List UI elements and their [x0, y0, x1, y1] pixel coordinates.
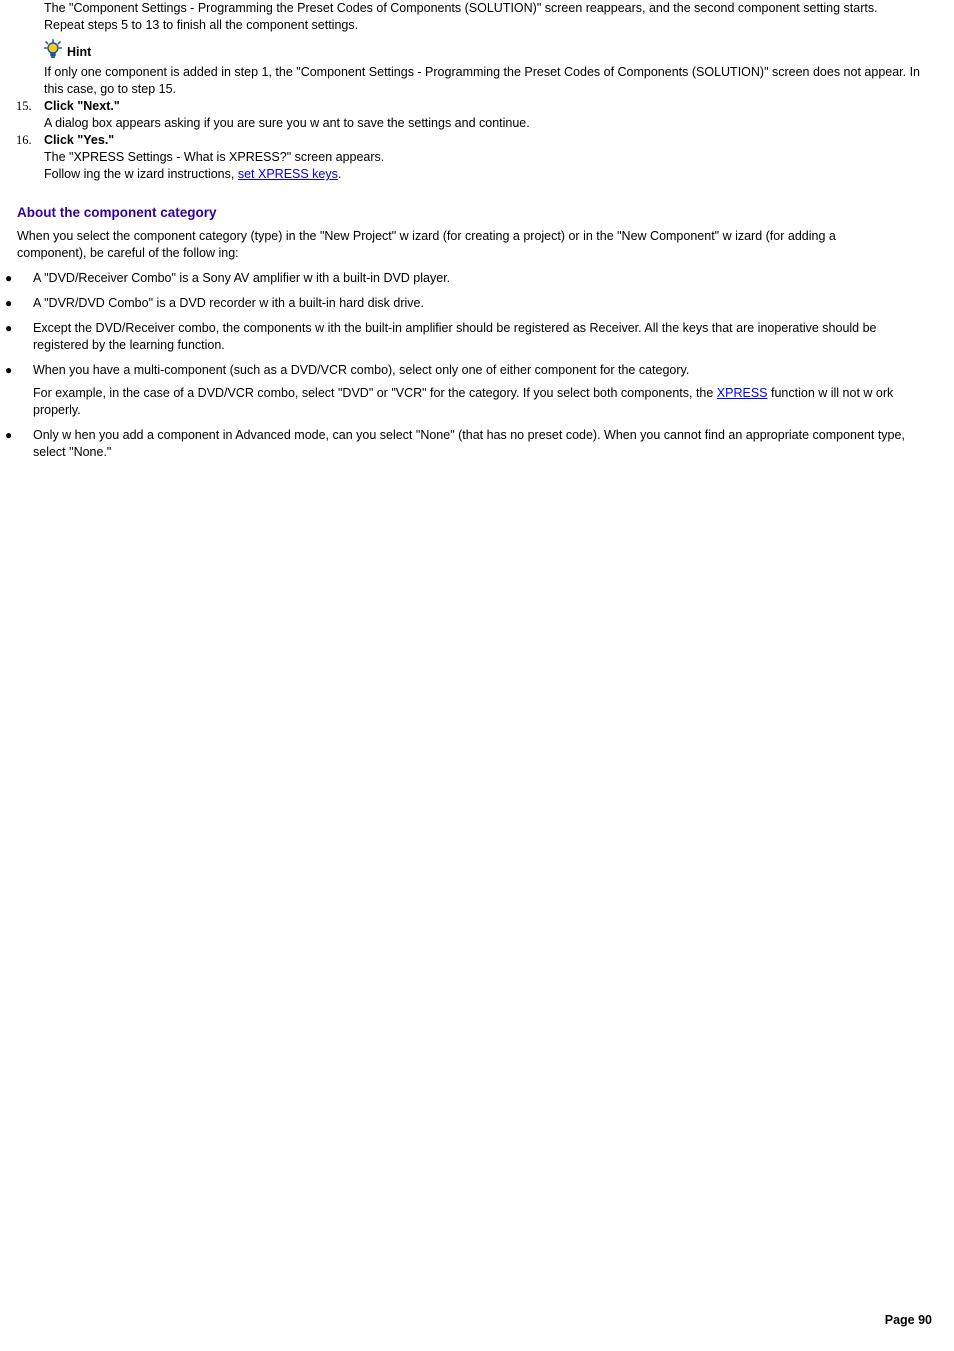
bullet-item-2: A "DVR/DVD Combo" is a DVD recorder w ith a built-in hard disk drive.: [33, 296, 424, 310]
bullet-marker: ●: [5, 296, 13, 310]
xpress-link[interactable]: XPRESS: [716, 386, 768, 400]
bullet-marker: ●: [5, 271, 13, 285]
hint-text: If only one component is added in step 1, the "Component Settings - Programming the Preset Codes of Components (SOLUTION)" screen does not appear. In this case, go to step 15.: [44, 65, 921, 96]
bullet-marker: ●: [5, 428, 13, 442]
step-16-number: 16.: [16, 133, 32, 147]
step-15-number: 15.: [16, 99, 32, 113]
step-15-title: Click "Next.": [44, 99, 120, 113]
hint-label: Hint: [67, 45, 92, 59]
step-15: [44, 98, 924, 132]
bullet-item-4-example: [33, 385, 923, 419]
step-16-body-2-suffix: .: [337, 167, 342, 181]
bullet-item-5: Only w hen you add a component in Advanced mode, can you select "None" (that has no preset code). When you cannot find an appropriate component type, select "None.": [33, 428, 905, 459]
bullet-item-1: A "DVD/Receiver Combo" is a Sony AV amplifier w ith a built-in DVD player.: [33, 271, 451, 285]
bullet-marker: ●: [5, 321, 13, 335]
lightbulb-icon: [44, 39, 62, 59]
bullet-item-4: When you have a multi-component (such as a DVD/VCR combo), select only one of either component for the category.: [33, 363, 690, 377]
step-14-line-1: The "Component Settings - Programming the Preset Codes of Components (SOLUTION)" screen reappears, and the second component setting starts.: [44, 1, 878, 15]
section-heading: About the component category: [17, 205, 217, 220]
page-number: Page 90: [884, 1313, 932, 1327]
bullet-marker: ●: [5, 363, 13, 377]
step-15-body: A dialog box appears asking if you are sure you w ant to save the settings and continue.: [44, 116, 530, 130]
step-16-body-2-prefix: Follow ing the w izard instructions,: [44, 167, 238, 181]
bullet-item-3: Except the DVD/Receiver combo, the components w ith the built-in amplifier should be registered as Receiver. All the keys that are inoperative should be registered by the learning function.: [33, 321, 877, 352]
step-14-line-2: Repeat steps 5 to 13 to finish all the component settings.: [44, 18, 359, 32]
step-16-body-2: [44, 166, 924, 183]
step-16-title: Click "Yes.": [44, 133, 115, 147]
set-xpress-keys-link[interactable]: set XPRESS keys: [237, 167, 338, 181]
step-16: [44, 132, 924, 183]
section-intro: When you select the component category (type) in the "New Project" w izard (for creating a project) or in the "New Component" w izard (for adding a component), be careful of the follow ing:: [17, 229, 836, 260]
step-16-body: The "XPRESS Settings - What is XPRESS?" screen appears.: [44, 150, 385, 164]
step-14-text: [44, 0, 924, 34]
example-prefix: For example, in the case of a DVD/VCR combo, select "DVD" or "VCR" for the category. If you select both components, the: [33, 386, 717, 400]
example-suffix: function w ill not w ork properly.: [33, 386, 894, 417]
